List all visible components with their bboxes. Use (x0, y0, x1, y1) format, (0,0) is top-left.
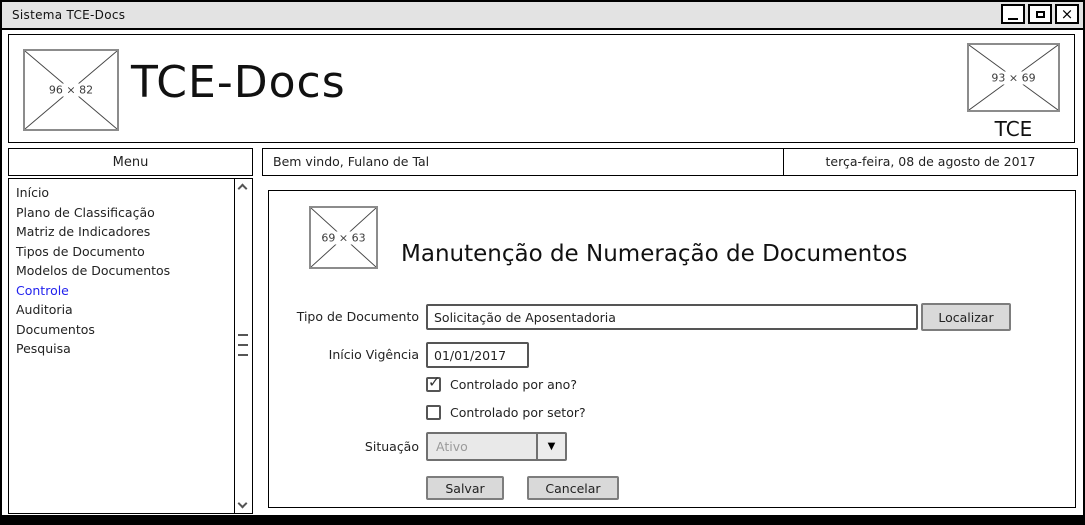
logo-placeholder-label: 96 × 82 (46, 84, 96, 97)
minimize-icon (1008, 18, 1018, 20)
controlado-por-ano-row[interactable] (426, 373, 577, 392)
scroll-up-icon[interactable] (238, 184, 248, 194)
localizar-button[interactable]: Localizar (921, 303, 1011, 331)
sidebar-item-controle[interactable]: Controle (16, 282, 69, 298)
scroll-down-icon[interactable] (238, 499, 248, 509)
sidebar-item-auditoria[interactable]: Auditoria (16, 302, 73, 317)
cancel-button[interactable]: Cancelar (527, 476, 619, 500)
controlado-por-setor-label[interactable]: Controlado por setor? (450, 405, 586, 420)
window-controls (998, 4, 1079, 24)
welcome-text: Bem vindo, Fulano de Tal (273, 154, 430, 169)
maximize-icon (1036, 11, 1045, 18)
window-title: Sistema TCE-Docs (12, 8, 126, 22)
menu-header: Menu (8, 148, 253, 176)
controlado-por-setor-row[interactable] (426, 405, 586, 420)
sidebar-item-documentos[interactable]: Documentos (16, 321, 95, 337)
logo-image-placeholder (23, 49, 119, 131)
close-icon: × (1060, 4, 1074, 23)
tipo-documento-input[interactable] (426, 304, 918, 330)
menu-items (9, 183, 234, 359)
situacao-select[interactable] (426, 432, 567, 461)
sidebar-item-tipos-de-documento[interactable]: Tipos de Documento (16, 243, 145, 259)
tce-placeholder-label: 93 × 69 (988, 71, 1038, 84)
minimize-button[interactable] (1001, 4, 1025, 24)
welcome-bar (262, 148, 1078, 176)
page-icon-placeholder (309, 206, 378, 269)
scrollbar-grip[interactable] (238, 334, 248, 364)
titlebar (2, 2, 1083, 30)
current-date: terça-feira, 08 de agosto de 2017 (825, 154, 1036, 169)
controlado-por-ano-checkbox[interactable] (426, 373, 441, 392)
situacao-label: Situação (364, 439, 419, 454)
close-button[interactable] (1055, 4, 1079, 24)
sidebar-item-plano-de-classificacao[interactable]: Plano de Classificação (16, 204, 155, 220)
app-title: TCE-Docs (131, 57, 346, 108)
inicio-vigencia-label: Início Vigência (328, 347, 419, 362)
menu-scrollbar[interactable] (234, 179, 252, 513)
sidebar-item-matriz-de-indicadores[interactable]: Matriz de Indicadores (16, 224, 151, 239)
menu-list (8, 178, 253, 514)
header-panel (8, 34, 1075, 143)
controlado-por-setor-checkbox[interactable] (426, 405, 441, 420)
situacao-selected-value: Ativo (436, 439, 468, 454)
inicio-vigencia-input[interactable] (426, 342, 529, 368)
tce-caption: TCE (994, 117, 1033, 141)
save-button[interactable]: Salvar (426, 476, 504, 500)
page-title: Manutenção de Numeração de Documentos (401, 241, 908, 267)
sidebar-item-modelos-de-documentos[interactable]: Modelos de Documentos (16, 263, 171, 278)
check-icon: ✓ (428, 373, 441, 391)
controlado-por-ano-label[interactable]: Controlado por ano? (450, 377, 577, 392)
tipo-documento-label: Tipo de Documento (296, 309, 419, 324)
sidebar-item-pesquisa[interactable]: Pesquisa (16, 341, 71, 356)
maximize-button[interactable] (1028, 4, 1052, 24)
sidebar-item-inicio[interactable]: Início (16, 185, 50, 200)
main-panel (268, 190, 1076, 508)
tce-image-placeholder (967, 43, 1060, 112)
chevron-down-icon[interactable]: ▼ (536, 434, 565, 459)
page-icon-placeholder-label: 69 × 63 (318, 231, 368, 244)
